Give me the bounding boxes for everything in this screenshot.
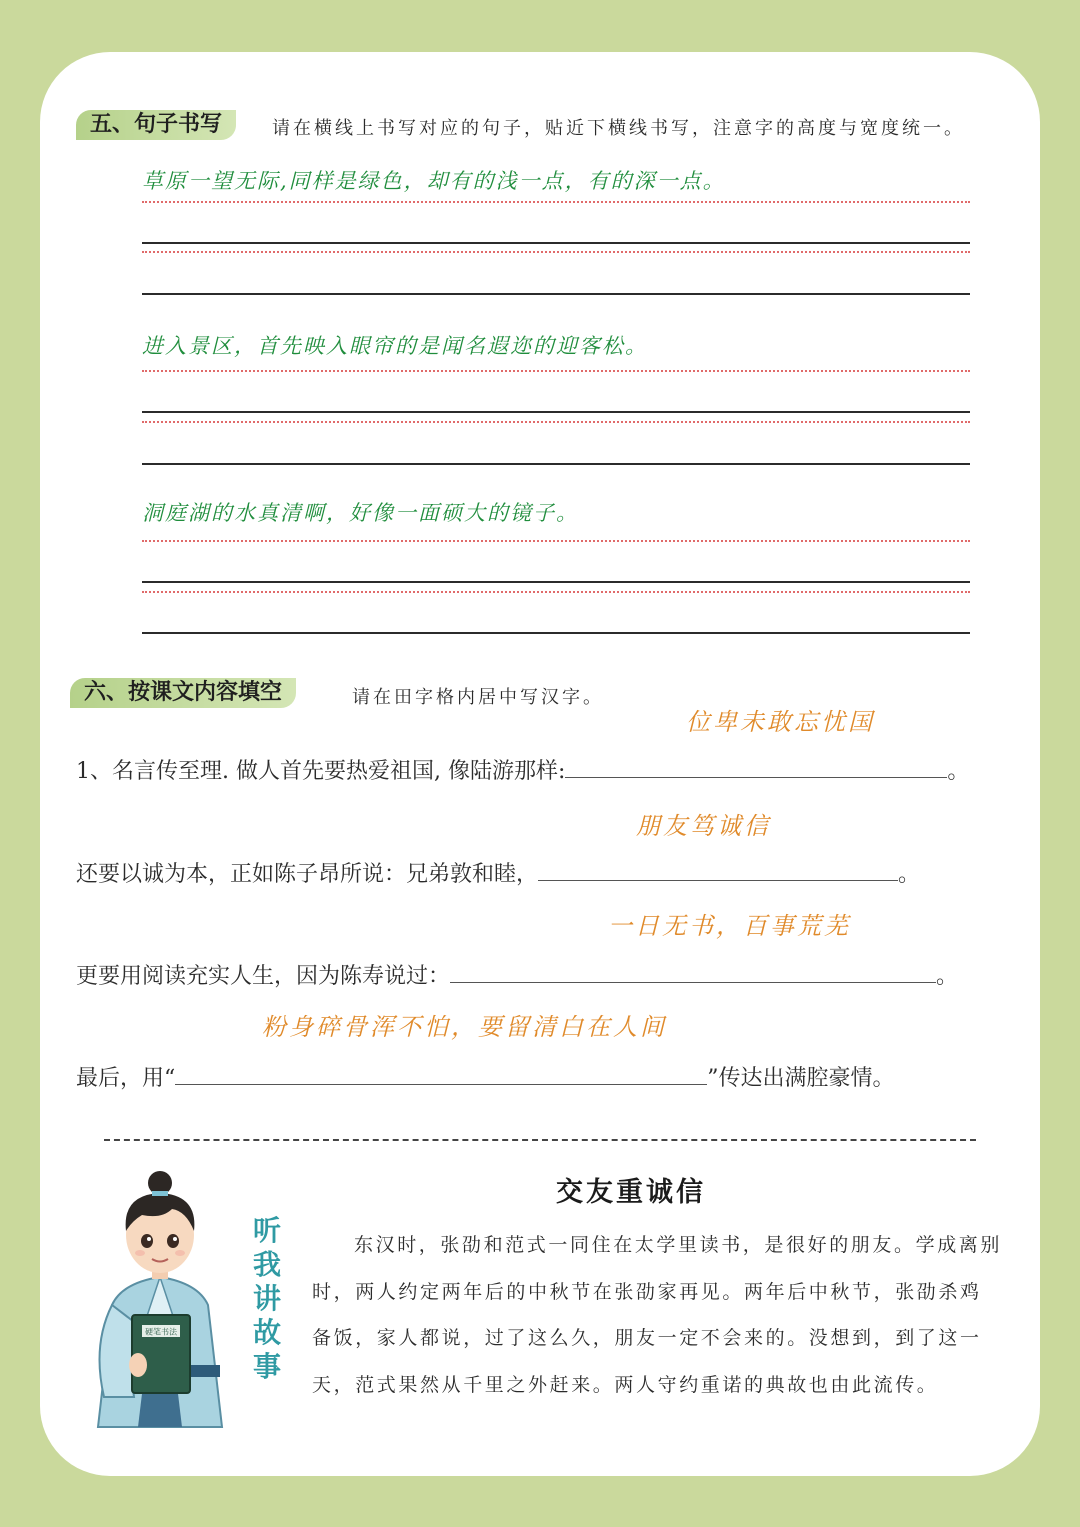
fill-item-3-prefix: 更要用阅读充实人生，因为陈寿说过： xyxy=(76,964,451,989)
answer-1: 位卑未敢忘忧国 xyxy=(686,708,875,736)
guide-dotted-line xyxy=(142,540,970,542)
guide-dotted-line xyxy=(142,591,970,593)
story-label-char: 事 xyxy=(252,1350,281,1383)
fill-item-1-suffix: 。 xyxy=(947,759,970,784)
guide-dotted-line xyxy=(142,201,970,203)
fill-item-2-prefix: 还要以诚为本，正如陈子昂所说：兄弟敦和睦， xyxy=(76,862,539,887)
section6-hint: 请在田字格内居中写汉字。 xyxy=(352,687,604,708)
sentence-1: 草原一望无际,同样是绿色，却有的浅一点，有的深一点。 xyxy=(142,169,726,193)
fill-item-1-prefix: 1、名言传至理. 做人首先要热爱祖国, 像陆游那样: xyxy=(76,759,566,784)
fill-item-4-prefix: 最后，用“ xyxy=(76,1066,176,1091)
story-label-char: 我 xyxy=(252,1248,281,1281)
fill-blank-3[interactable] xyxy=(450,960,936,983)
writing-line[interactable] xyxy=(142,632,970,634)
student-illustration xyxy=(82,1165,237,1435)
fill-blank-4[interactable] xyxy=(175,1062,707,1085)
fill-item-2 xyxy=(76,857,920,888)
answer-4: 粉身碎骨浑不怕，要留清白在人间 xyxy=(262,1013,667,1041)
writing-line[interactable] xyxy=(142,242,970,244)
guide-dotted-line xyxy=(142,370,970,372)
fill-item-4-suffix: ”传达出满腔豪情。 xyxy=(707,1066,895,1091)
writing-line[interactable] xyxy=(142,581,970,583)
fill-item-4 xyxy=(76,1061,895,1092)
story-label-vertical xyxy=(250,1214,284,1384)
story-text: 东汉时，张劭和范式一同住在太学里读书，是很好的朋友。学成离别时，两人约定两年后的中秋节在张劭家再见。两年后中秋节，张劭杀鸡备饭，家人都说，过了这么久，朋友一定不会来的。没想到，到了这一天，范式果然从千里之外赶来。两人守约重诺的典故也由此流传。 xyxy=(312,1234,1003,1396)
answer-2: 朋友笃诚信 xyxy=(636,812,771,840)
story-label-char: 听 xyxy=(252,1214,281,1247)
writing-line[interactable] xyxy=(142,293,970,295)
section6-title: 六、按课文内容填空 xyxy=(70,678,296,708)
writing-line[interactable] xyxy=(142,463,970,465)
sentence-3: 洞庭湖的水真清啊，好像一面硕大的镜子。 xyxy=(142,501,579,525)
fill-blank-1[interactable] xyxy=(565,755,947,778)
section5-hint: 请在横线上书写对应的句子，贴近下横线书写，注意字的高度与宽度统一。 xyxy=(272,118,965,139)
answer-3: 一日无书，百事荒芜 xyxy=(608,912,851,940)
fill-item-1 xyxy=(76,754,969,785)
book-label: 硬笔书法 xyxy=(145,1327,177,1337)
fill-item-2-suffix: 。 xyxy=(898,862,921,887)
guide-dotted-line xyxy=(142,251,970,253)
story-title: 交友重诚信 xyxy=(556,1177,706,1208)
sentence-2: 进入景区，首先映入眼帘的是闻名遐迩的迎客松。 xyxy=(142,334,648,358)
fill-blank-2[interactable] xyxy=(538,858,898,881)
guide-dotted-line xyxy=(142,421,970,423)
story-label-char: 讲 xyxy=(252,1282,281,1315)
section-divider xyxy=(104,1139,976,1141)
writing-line[interactable] xyxy=(142,411,970,413)
fill-item-3 xyxy=(76,959,958,990)
story-label-char: 故 xyxy=(252,1316,281,1349)
fill-item-3-suffix: 。 xyxy=(936,964,959,989)
section5-title: 五、句子书写 xyxy=(76,110,236,140)
